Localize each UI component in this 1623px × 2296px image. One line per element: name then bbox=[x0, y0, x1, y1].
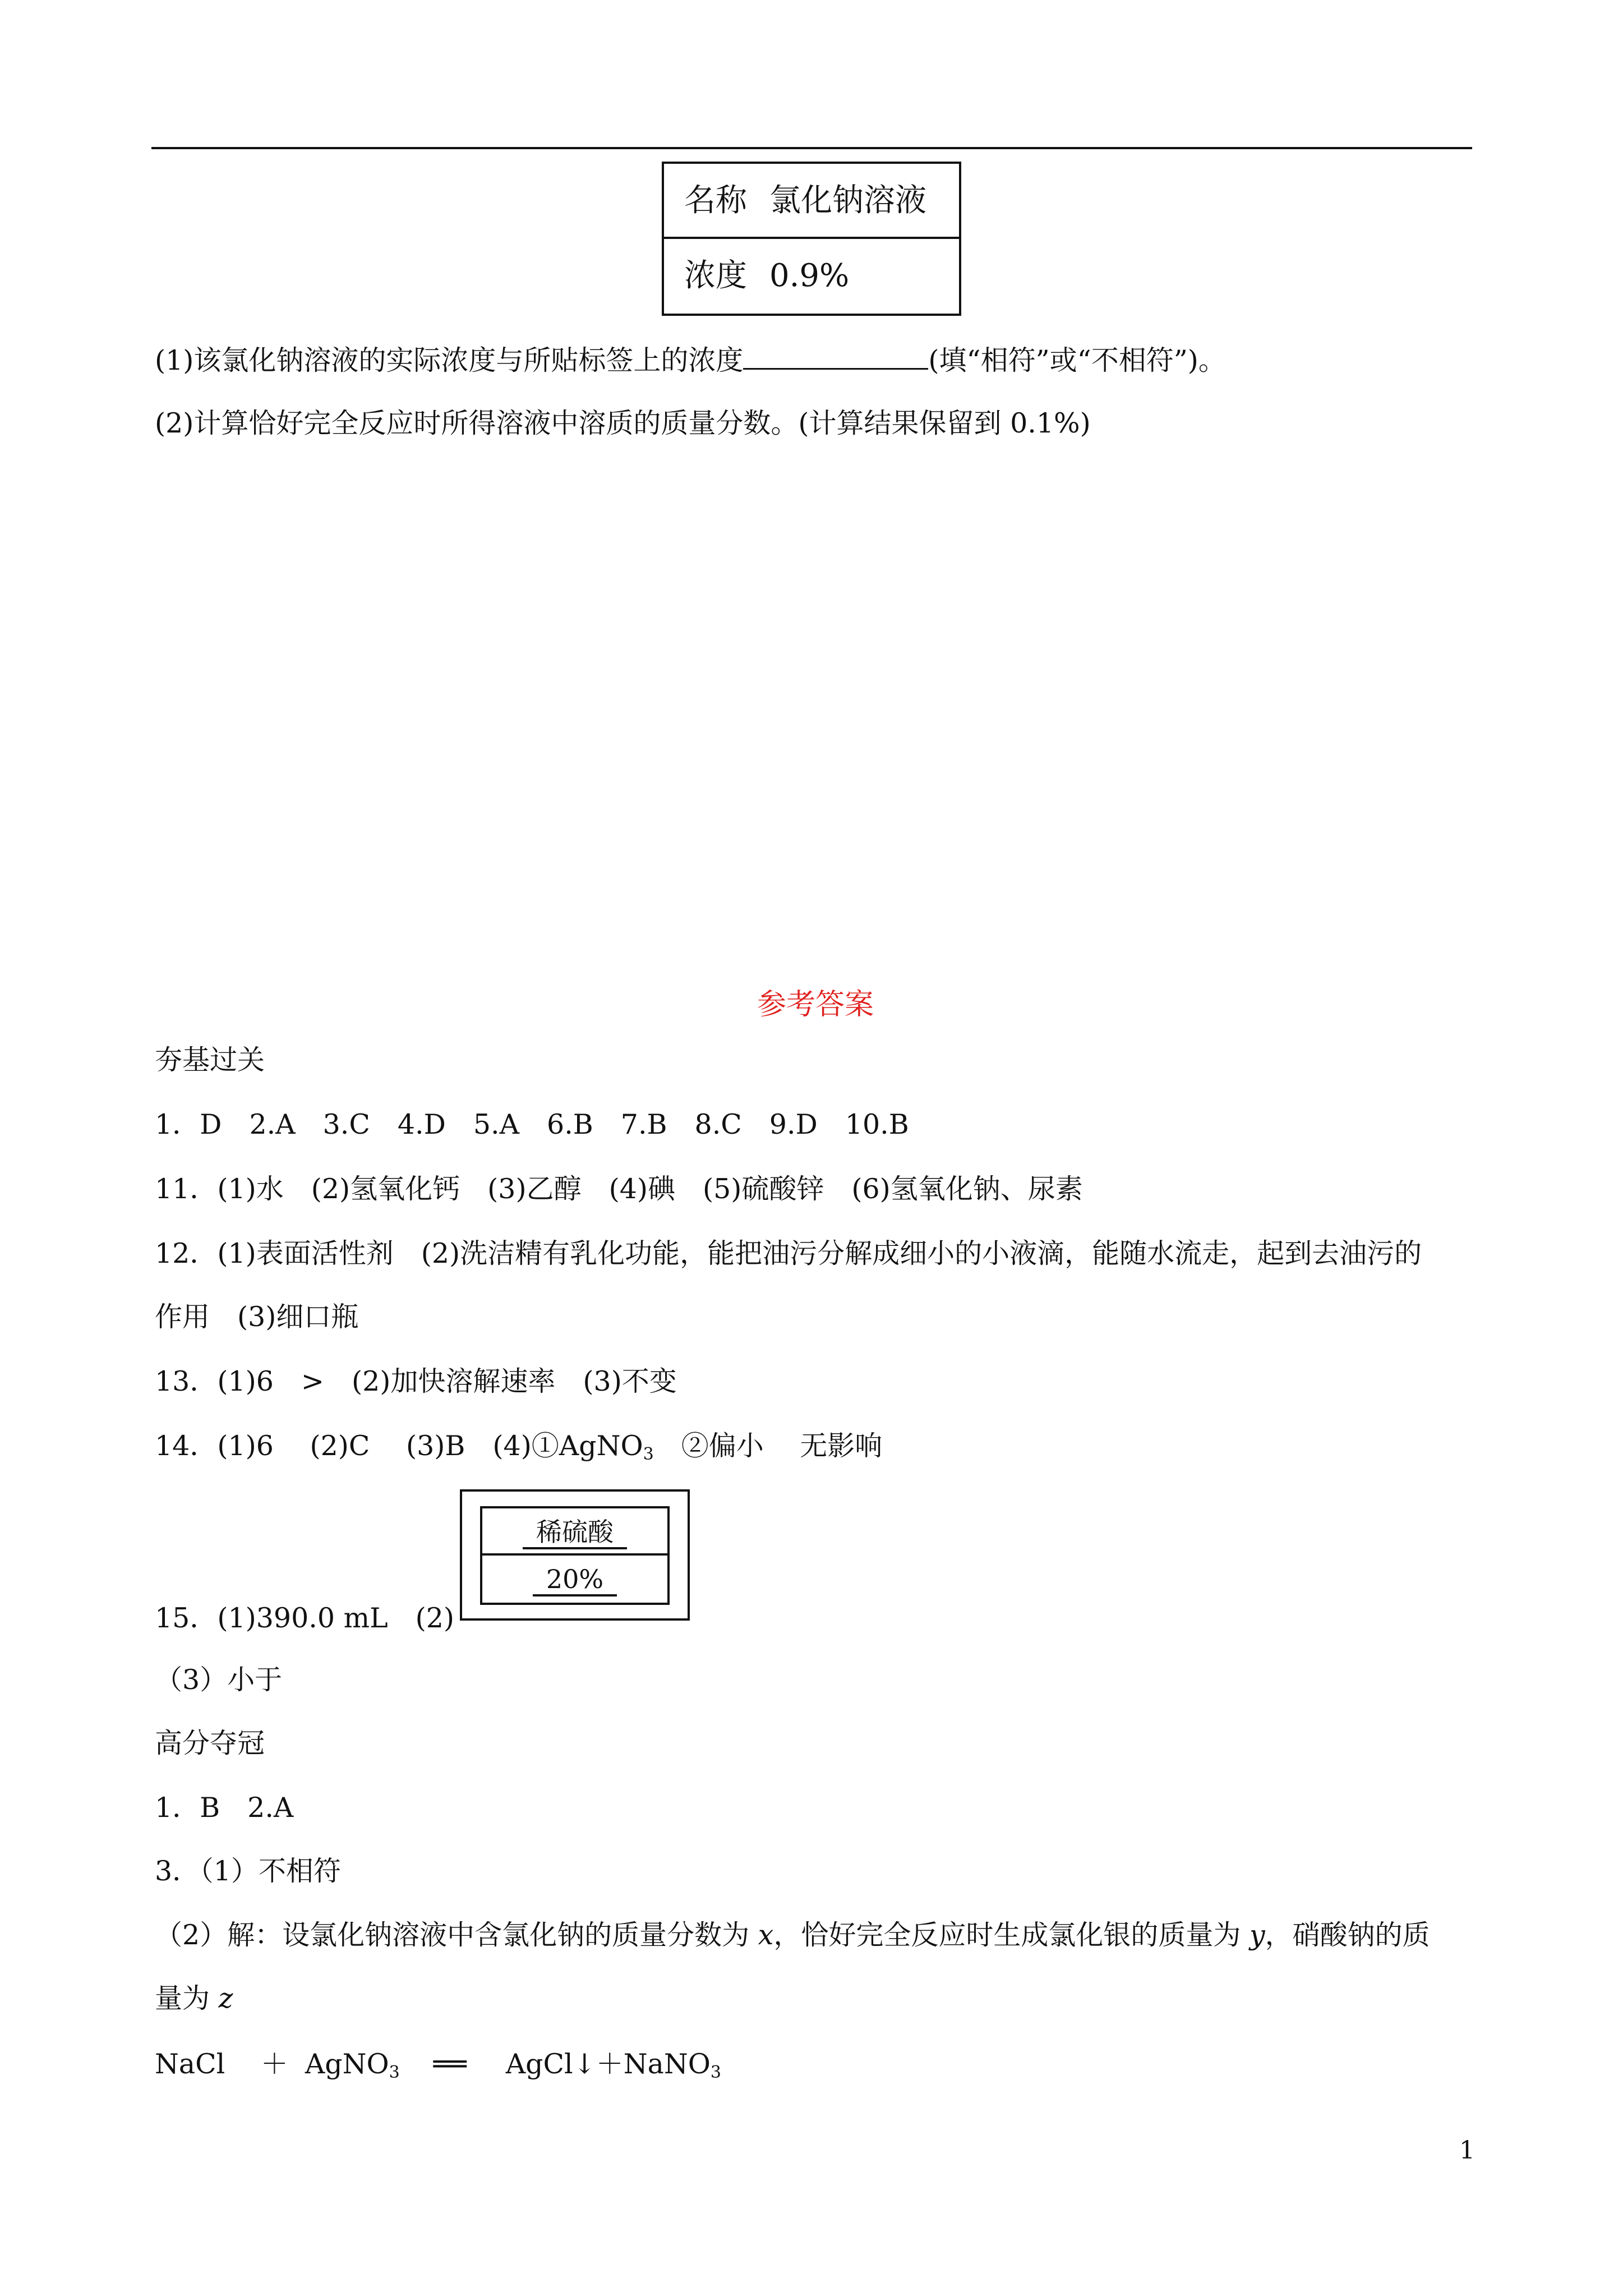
chemical-equation bbox=[155, 2047, 721, 2081]
answer-line-b1-2: 1．B 2.A bbox=[155, 1792, 294, 1824]
eq-plus: ＋ bbox=[260, 2048, 288, 2080]
label-card bbox=[662, 162, 961, 316]
answer-line-14 bbox=[155, 1429, 882, 1463]
answer-line-b3-1: 3．（1）不相符 bbox=[155, 1855, 341, 1887]
eq-agcl-nano3: AgCl↓＋NaNO bbox=[505, 2048, 711, 2080]
answer-line-b3-2b bbox=[155, 1982, 233, 2016]
page-number: 1 bbox=[1459, 2136, 1475, 2165]
b3-2-text-a: （2）解：设氯化钠溶液中含氯化钠的质量分数为 bbox=[155, 1919, 758, 1951]
label-conc-value: 0.9% bbox=[769, 257, 850, 294]
eq-agno3-subscript: 3 bbox=[389, 2063, 400, 2082]
section-title-basic: 夯基过关 bbox=[155, 1044, 265, 1076]
answer-line-12b: 作用 (3)细口瓶 bbox=[155, 1301, 359, 1333]
eq-nacl: NaCl bbox=[155, 2048, 225, 2080]
label-conc-key: 浓度 bbox=[684, 257, 747, 294]
label-card-concentration-row bbox=[664, 239, 959, 314]
answer-14-part1: 14．(1)6 (2)C (3)B (4)①AgNO bbox=[155, 1430, 643, 1462]
b3-2-text-b: ，恰好完全反应时生成氯化银的质量为 bbox=[773, 1919, 1249, 1951]
acid-label-concentration-cell bbox=[482, 1556, 667, 1603]
answer-14-subscript: 3 bbox=[643, 1444, 654, 1464]
question-2: (2)计算恰好完全反应时所得溶液中溶质的质量分数。(计算结果保留到 0.1%) bbox=[155, 407, 1091, 439]
answers-title: 参考答案 bbox=[757, 988, 874, 1022]
label-name-key: 名称 bbox=[684, 182, 747, 219]
eq-equals: ══ bbox=[433, 2048, 467, 2080]
answer-14-part2: ②偏小 无影响 bbox=[653, 1430, 883, 1462]
variable-z: z bbox=[218, 1982, 233, 2014]
question-1-text: (1)该氯化钠溶液的实际浓度与所贴标签上的浓度 bbox=[155, 344, 744, 376]
question-1 bbox=[155, 344, 1226, 378]
header-rule bbox=[151, 147, 1472, 149]
label-card-name-row bbox=[664, 164, 959, 239]
eq-agno3: AgNO bbox=[305, 2048, 389, 2080]
section-title-advanced: 高分夺冠 bbox=[155, 1727, 265, 1759]
acid-label-name: 稀硫酸 bbox=[523, 1517, 627, 1549]
label-name-value: 氯化钠溶液 bbox=[769, 182, 926, 219]
answer-line-15: 15．(1)390.0 mL (2) bbox=[155, 1602, 455, 1634]
variable-x: x bbox=[758, 1919, 774, 1951]
eq-nano3-subscript: 3 bbox=[710, 2063, 721, 2082]
acid-label-name-cell bbox=[482, 1508, 667, 1556]
acid-label-inner bbox=[480, 1506, 670, 1605]
variable-y: y bbox=[1249, 1919, 1265, 1951]
acid-label-concentration: 20% bbox=[533, 1564, 617, 1596]
answer-blank bbox=[743, 346, 928, 370]
answer-line-13: 13．(1)6 > (2)加快溶解速率 (3)不变 bbox=[155, 1365, 677, 1397]
b3-2-text-c: ，硝酸钠的质 bbox=[1265, 1919, 1430, 1951]
answer-line-15-3: （3）小于 bbox=[155, 1664, 283, 1696]
answer-line-12a: 12．(1)表面活性剂 (2)洗洁精有乳化功能，能把油污分解成细小的小液滴，能随水流走，起到去油污的 bbox=[155, 1237, 1422, 1269]
question-1-hint: (填“相符”或“不相符”)。 bbox=[928, 344, 1226, 376]
answer-line-b3-2a bbox=[155, 1918, 1430, 1952]
answer-line-1-10: 1．D 2.A 3.C 4.D 5.A 6.B 7.B 8.C 9.D 10.B bbox=[155, 1108, 909, 1140]
answer-line-11: 11．(1)水 (2)氢氧化钙 (3)乙醇 (4)碘 (5)硫酸锌 (6)氢氧化钠、尿素 bbox=[155, 1173, 1083, 1205]
b3-2-text-d: 量为 bbox=[155, 1982, 219, 2014]
acid-label-figure bbox=[460, 1489, 690, 1621]
